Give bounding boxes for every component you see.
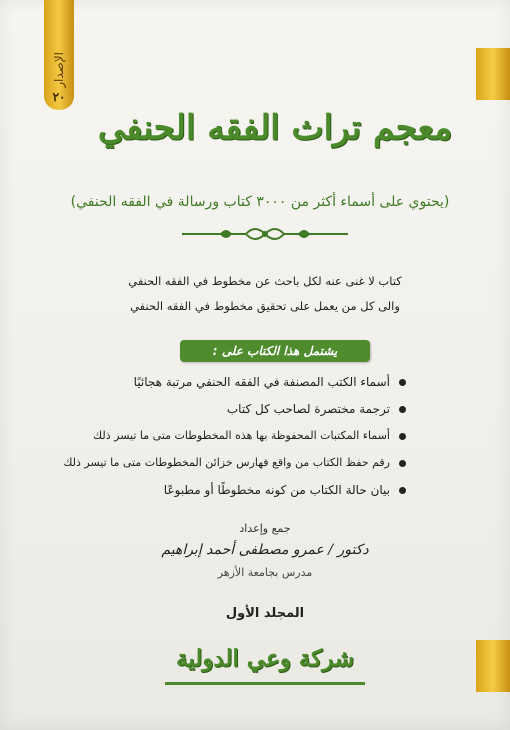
series-number: ٢٠ (52, 90, 66, 104)
publisher-name: شركة وعي الدولية (175, 645, 355, 672)
series-label: الإصدار (52, 52, 66, 88)
feature-item: ترجمة مختصرة لصاحب كل كتاب (80, 397, 406, 424)
feature-item: رقم حفظ الكتاب من واقع فهارس خزائن المخطوطات متى ما تيسر ذلك (80, 451, 406, 478)
author-name: دكتور / عمرو مصطفى أحمد إبراهيم (161, 542, 369, 558)
publisher-underline (165, 682, 365, 685)
feature-item: أسماء الكتب المصنفة في الفقه الحنفي مرتبة هجائيًا (80, 370, 406, 397)
volume-label: المجلد الأول (225, 606, 305, 621)
intro-line-1: كتاب لا غنى عنه لكل باحث عن مخطوط في الفقه الحنفي (128, 274, 402, 288)
features-list (63, 370, 406, 505)
gold-edge-tab-top (476, 48, 510, 100)
book-title: معجم تراث الفقه الحنفي (97, 108, 453, 148)
feature-item: أسماء المكتبات المحفوظة بها هذه المخطوطات متى ما تيسر ذلك (80, 424, 406, 451)
ornament-divider-icon (180, 222, 350, 246)
features-heading-banner: يشتمل هذا الكتاب على : (180, 340, 370, 362)
compiled-by-label: جمع وإعداد (239, 522, 291, 535)
book-subtitle: (يحتوي على أسماء أكثر من ٣٠٠٠ كتاب ورسالة في الفقه الحنفي) (70, 194, 450, 210)
intro-line-2: والى كل من يعمل على تحقيق مخطوط في الفقه الحنفي (130, 299, 400, 313)
feature-item: بيان حالة الكتاب من كونه مخطوطًا أو مطبوعًا (80, 478, 406, 505)
series-bookmark-tab (44, 0, 74, 110)
gold-edge-tab-bottom (476, 640, 510, 692)
author-affiliation: مدرس بجامعة الأزهر (217, 566, 313, 579)
